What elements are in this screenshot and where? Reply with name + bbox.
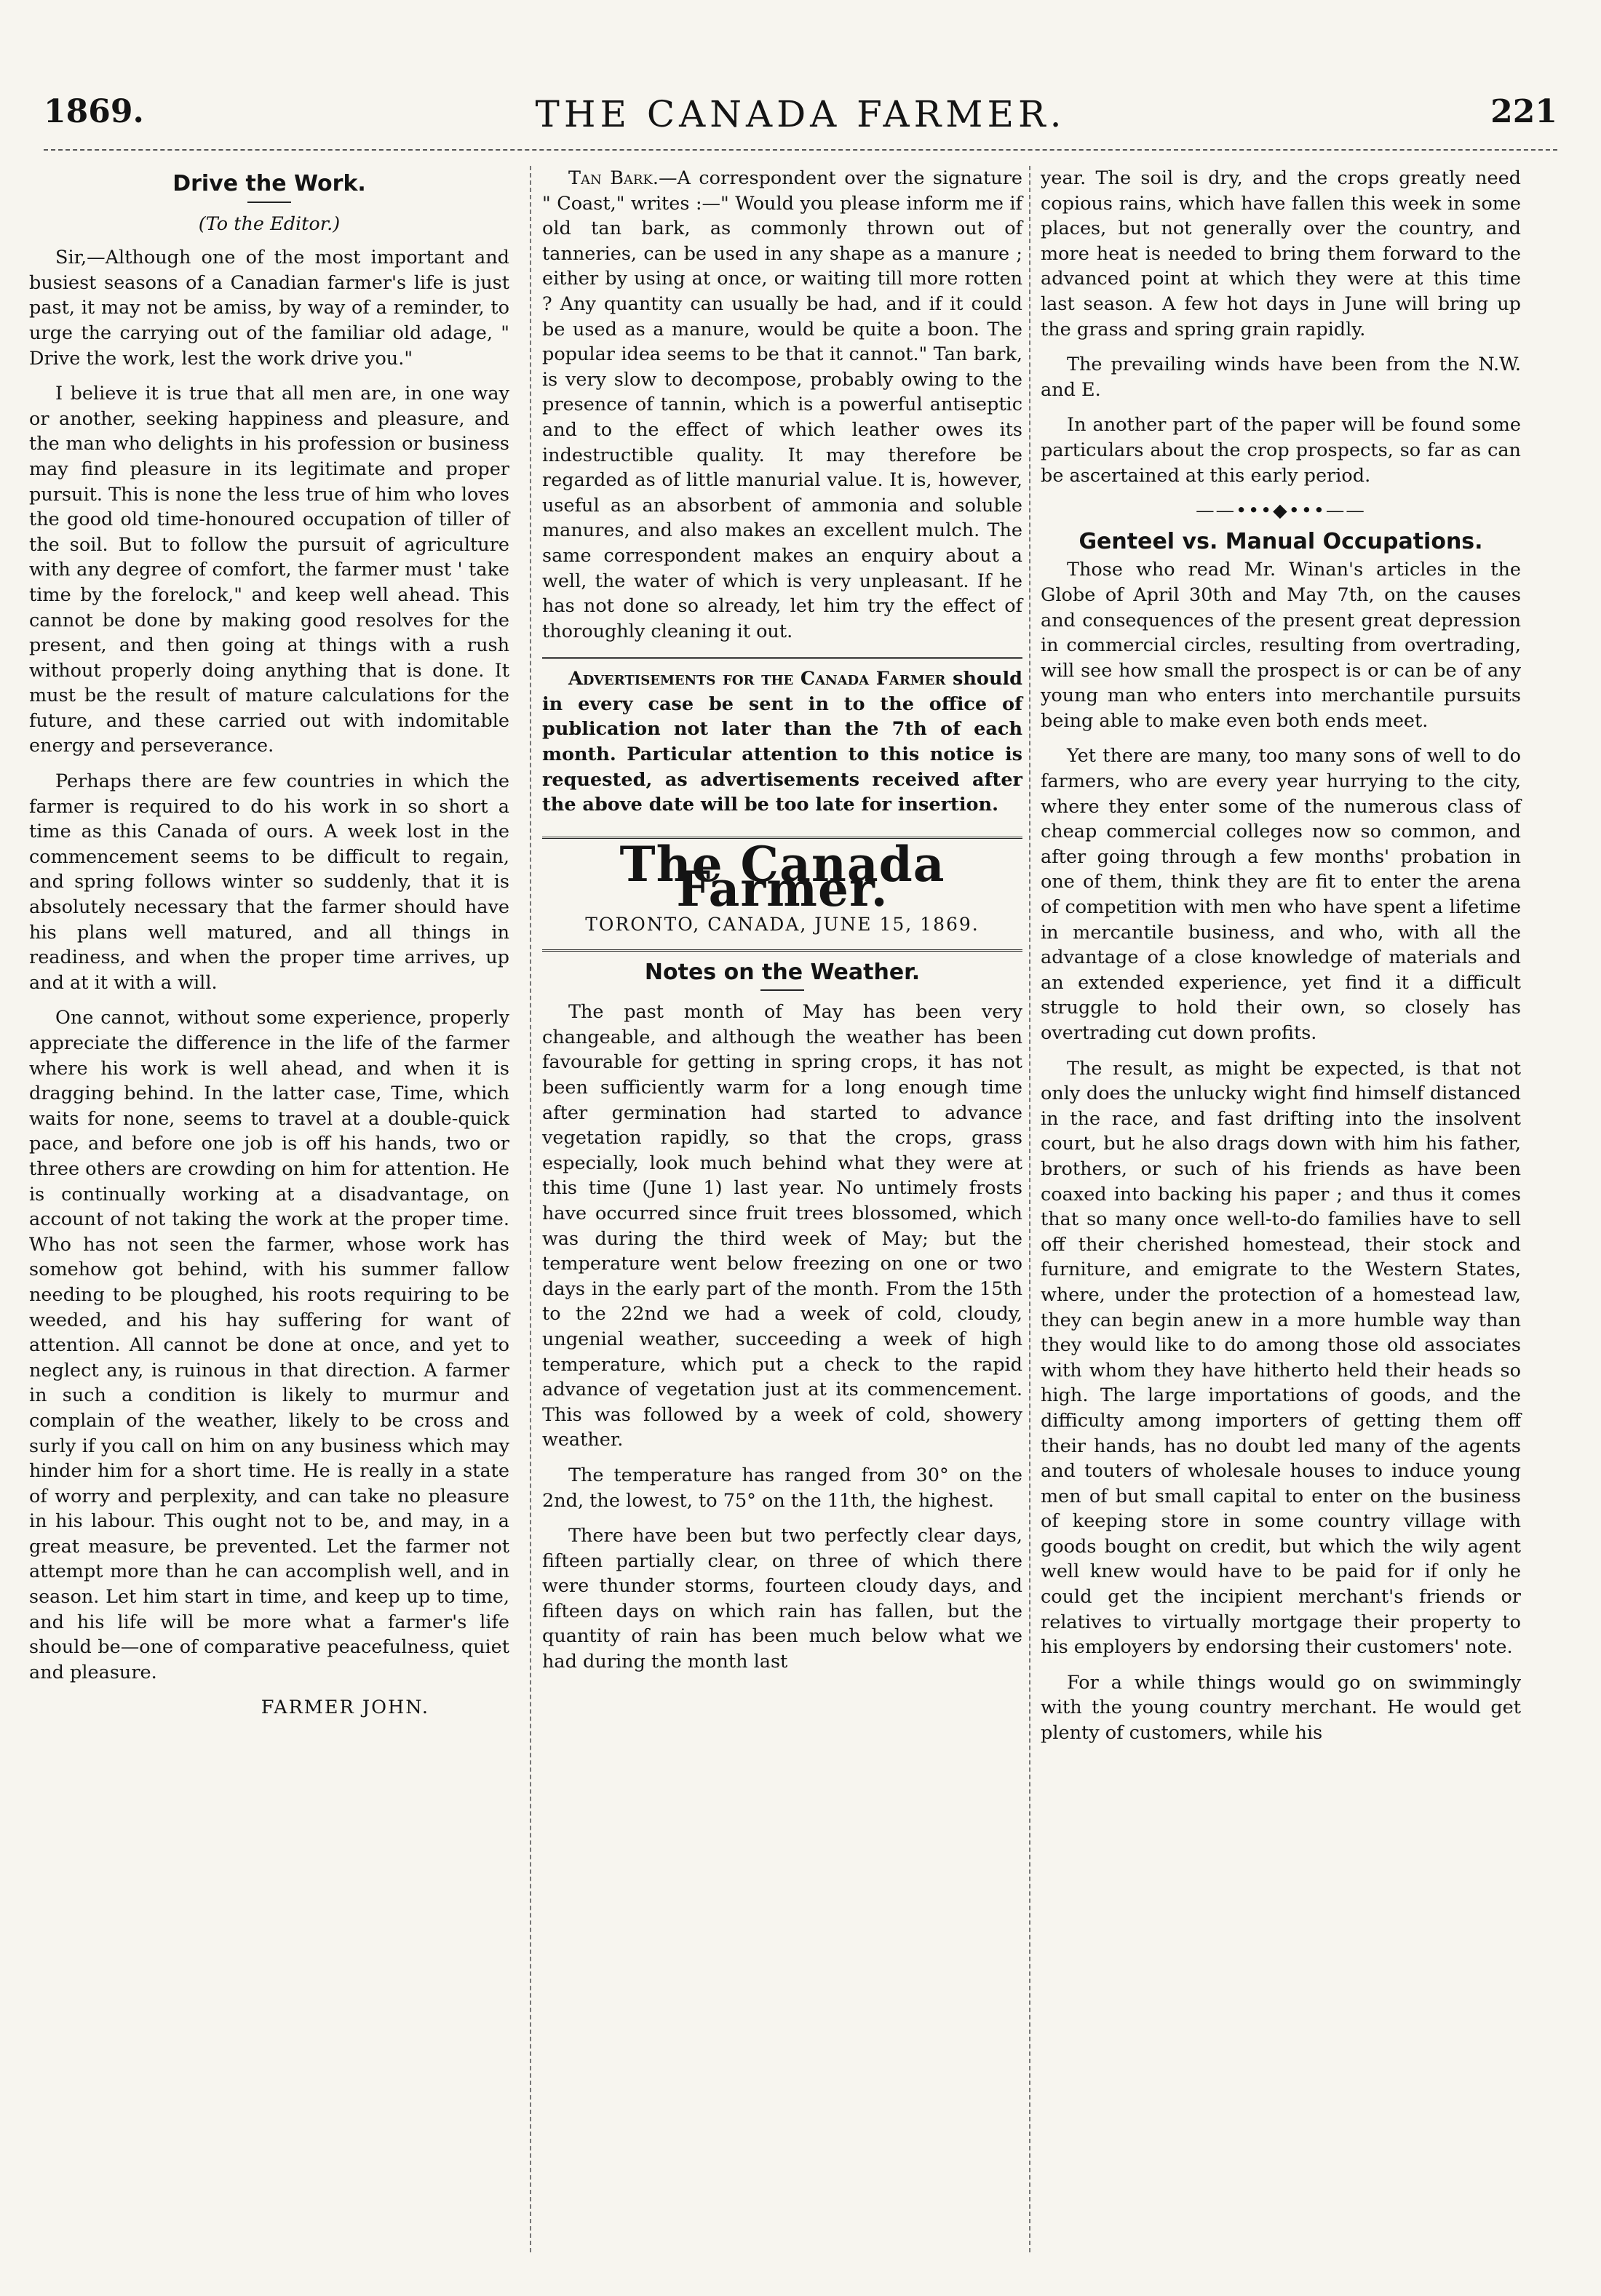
- paragraph: The prevailing winds have been from the N.W. and E.: [1041, 354, 1521, 401]
- article-heading-weather: Notes on the Weather.: [644, 959, 921, 985]
- page-header: [44, 93, 1557, 151]
- page-number: 221: [1490, 93, 1557, 130]
- masthead: The Canada Farmer.: [619, 835, 945, 918]
- year: 1869.: [44, 93, 144, 130]
- double-rule: [542, 949, 1022, 952]
- paragraph: There have been but two perfectly clear days, fifteen partially clear, on three of which there were thunder storms, fourteen cloudy days, and fifteen days on which rain has fallen, but the quantity of rain has been much below what we had during the month last: [542, 1525, 1022, 1673]
- newspaper-title: THE CANADA FARMER.: [535, 93, 1066, 135]
- paragraph: In another part of the paper will be found some particulars about the crop prospects, so far as can be ascertained at this early period.: [1041, 414, 1521, 487]
- heading-rule: [247, 202, 291, 203]
- column-divider: [530, 166, 531, 2252]
- column-3: [1041, 166, 1521, 1756]
- signature: FARMER JOHN.: [261, 1697, 429, 1719]
- paragraph: The past month of May has been very changeable, and although the weather has been favourable for getting in spring crops, it has not been sufficiently warm for a long enough time after germination had started to advance vegetation rapidly, so that the crops, grass especially, look much behind what they were at this time (June 1) last year. No untimely frosts have occurred since fruit trees blossomed, which was during the third week of May; but the temperature went below freezing on one or two days in the early part of the month. From the 15th to the 22nd we had a week of cold, cloudy, ungenial weather, succeeding a week of high temperature, which put a check to the rapid advance of vegetation just at its commencement. This was followed by a week of cold, showery weather.: [542, 1001, 1022, 1451]
- column-divider: [1029, 166, 1030, 2252]
- notice-lead: Advertisements for the Canada Farmer: [568, 668, 946, 690]
- paragraph: For a while things would go on swimmingly with the young country merchant. He would get plenty of customers, while his: [1041, 1671, 1521, 1745]
- paragraph: Perhaps there are few countries in which the farmer is required to do his work in so short a time as this Canada of ours. A week lost in the commencement seems to be difficult to regain, and spring follows winter so suddenly, that it is absolutely necessary that the farmer should have his plans well matured, and all things in readiness, and when the proper time arrives, up and at it with a will.: [29, 770, 509, 994]
- article-subheading: (To the Editor.): [198, 212, 341, 235]
- column-2: [542, 166, 1022, 1685]
- paragraph: year. The soil is dry, and the crops greatly need copious rains, which have fallen this week in some places, but not generally over the country, and more heat is needed to bring them forward to the advanced point at which they were at this time last season. A few hot days in June will bring up the grass and spring grain rapidly.: [1041, 167, 1521, 340]
- paragraph: The result, as might be expected, is that not only does the unlucky wight find himself distanced in the race, and fast drifting into the insolvent court, but he also drags down with him his father, brothers, or such of his friends as have been coaxed into backing his paper ; and thus it comes that so many once well-to-do families have to sell off their cherished homestead, their stock and furniture, and emigrate to the Western States, where, under the protection of a homestead law, they can begin anew in a more humble way than they would like to do among those old associates with whom they have hitherto held their heads so high. The large importations of goods, and the difficulty among importers of getting them off their hands, has no doubt led many of the agents and touters of wholesale houses to induce young men of but small capital to enter on the business of keeping store in some country village with goods bought on credit, but which the wily agent well knew would have to be paid for if only he could get the incipient merchant's friends or relatives to virtually mortgage their property to his employers by endorsing their customers' note.: [1041, 1057, 1521, 1659]
- paragraph: Sir,—Although one of the most important and busiest seasons of a Canadian farmer's life is just past, it may not be amiss, by way of a reminder, to urge the carrying out of the familiar old adage, " Drive the work, lest the work drive you.": [29, 247, 509, 370]
- paragraph: The temperature has ranged from 30° on the 2nd, the lowest, to 75° on the 11th, the highest.: [542, 1464, 1022, 1512]
- heading-rule: [760, 989, 804, 991]
- paragraph: I believe it is true that all men are, in one way or another, seeking happiness and pleasure, and the man who delights in his profession or business may find pleasure in its legitimate and proper pursuit. This is none the less true of him who loves the good old time-honoured occupation of tiller of the soil. But to follow the pursuit of agriculture with any degree of comfort, the farmer must ' take time by the forelock," and keep well ahead. This cannot be done by making good resolves for the present, and then going at things with a rush without properly doing anything that is done. It must be the result of mature calculations for the future, and these carried out with indomitable energy and perseverance.: [29, 383, 509, 757]
- notice-text: should in every case be sent in to the office of publication not later than the 7th of each month. Particular attention to this notice is requested, as advertisements received after the above date will be too late for insertion.: [542, 668, 1023, 816]
- article-heading-drive-the-work: Drive the Work.: [172, 171, 366, 196]
- paragraph: One cannot, without some experience, properly appreciate the difference in the life of the farmer where his work is well ahead, and when it is dragging behind. In the latter case, Time, which waits for none, seems to travel at a double-quick pace, and before one job is off his hands, two or three others are crowding on him for attention. He is continually working at a disadvantage, on account of not taking the work at the proper time. Who has not seen the farmer, whose work has somehow got behind, with his summer fallow needing to be ploughed, his roots requiring to be weeded, and his hay suffering for want of attention. All cannot be done at once, and yet to neglect any, is ruinous in that direction. A farmer in such a condition is likely to murmur and complain of the weather, likely to be cross and surly if you call on him on any business which may hinder him for a short time. He is really in a state of worry and perplexity, and can take no pleasure in his labour. This ought not to be, and may, in a great measure, be prevented. Let the farmer not attempt more than he can accomplish well, and in season. Let him start in time, and keep up to time, and his life will be more what a farmer's life should be—one of comparative peacefulness, quiet and pleasure.: [29, 1007, 509, 1683]
- header-rule: [44, 149, 1557, 151]
- dateline: TORONTO, CANADA, JUNE 15, 1869.: [585, 914, 980, 936]
- paragraph-text: —A correspondent over the signature " Coast," writes :—" Would you please inform me if old tan bark, as commonly thrown out of tanneries, can be used in any shape as a manure ; either by using at once, or waiting till more rotten ? Any quantity can usually be had, and if it could be used as a manure, would be quite a boon. The popular idea seems to be that it cannot." Tan bark, is very slow to decompose, probably owing to the presence of tannin, which is a powerful antiseptic and to the effect of which leather owes its indestructible quality. It may therefore be regarded as of little manurial value. It is, however, useful as an absorbent of ammonia and soluble manures, and also makes an excellent mulch. The same correspondent makes an enquiry about a well, the water of which is very unpleasant. If he has not done so already, let him try the effect of thoroughly cleaning it out.: [542, 167, 1023, 642]
- paragraph: Yet there are many, too many sons of well to do farmers, who are every year hurrying to the city, where they enter some of the numerous class of cheap commercial colleges now so common, and after going through a few months' probation in one of them, think they are fit to enter the arena of competition with men who have spent a lifetime in mercantile business, and who, with all the advantage of a close knowledge of materials and an extended experience, yet find it a difficult struggle to hold their own, so closely has overtrading cut down profits.: [1041, 745, 1521, 1044]
- column-1: [29, 166, 509, 1731]
- ornament-divider: ——•••◆•••——: [1196, 500, 1366, 522]
- tan-bark-paragraph: [542, 166, 1022, 644]
- run-in-heading: Tan Bark.: [568, 167, 659, 189]
- article-heading-genteel: Genteel vs. Manual Occupations.: [1078, 528, 1483, 554]
- notice-paragraph: [542, 666, 1022, 818]
- paragraph: Those who read Mr. Winan's articles in the Globe of April 30th and May 7th, on the causes and consequences of the present great depression in commercial circles, resulting from overtrading, will see how small the prospect is or can be of any young man who enters into merchantile pursuits being able to make even both ends meet.: [1041, 559, 1521, 732]
- advertisement-notice: [542, 657, 1022, 839]
